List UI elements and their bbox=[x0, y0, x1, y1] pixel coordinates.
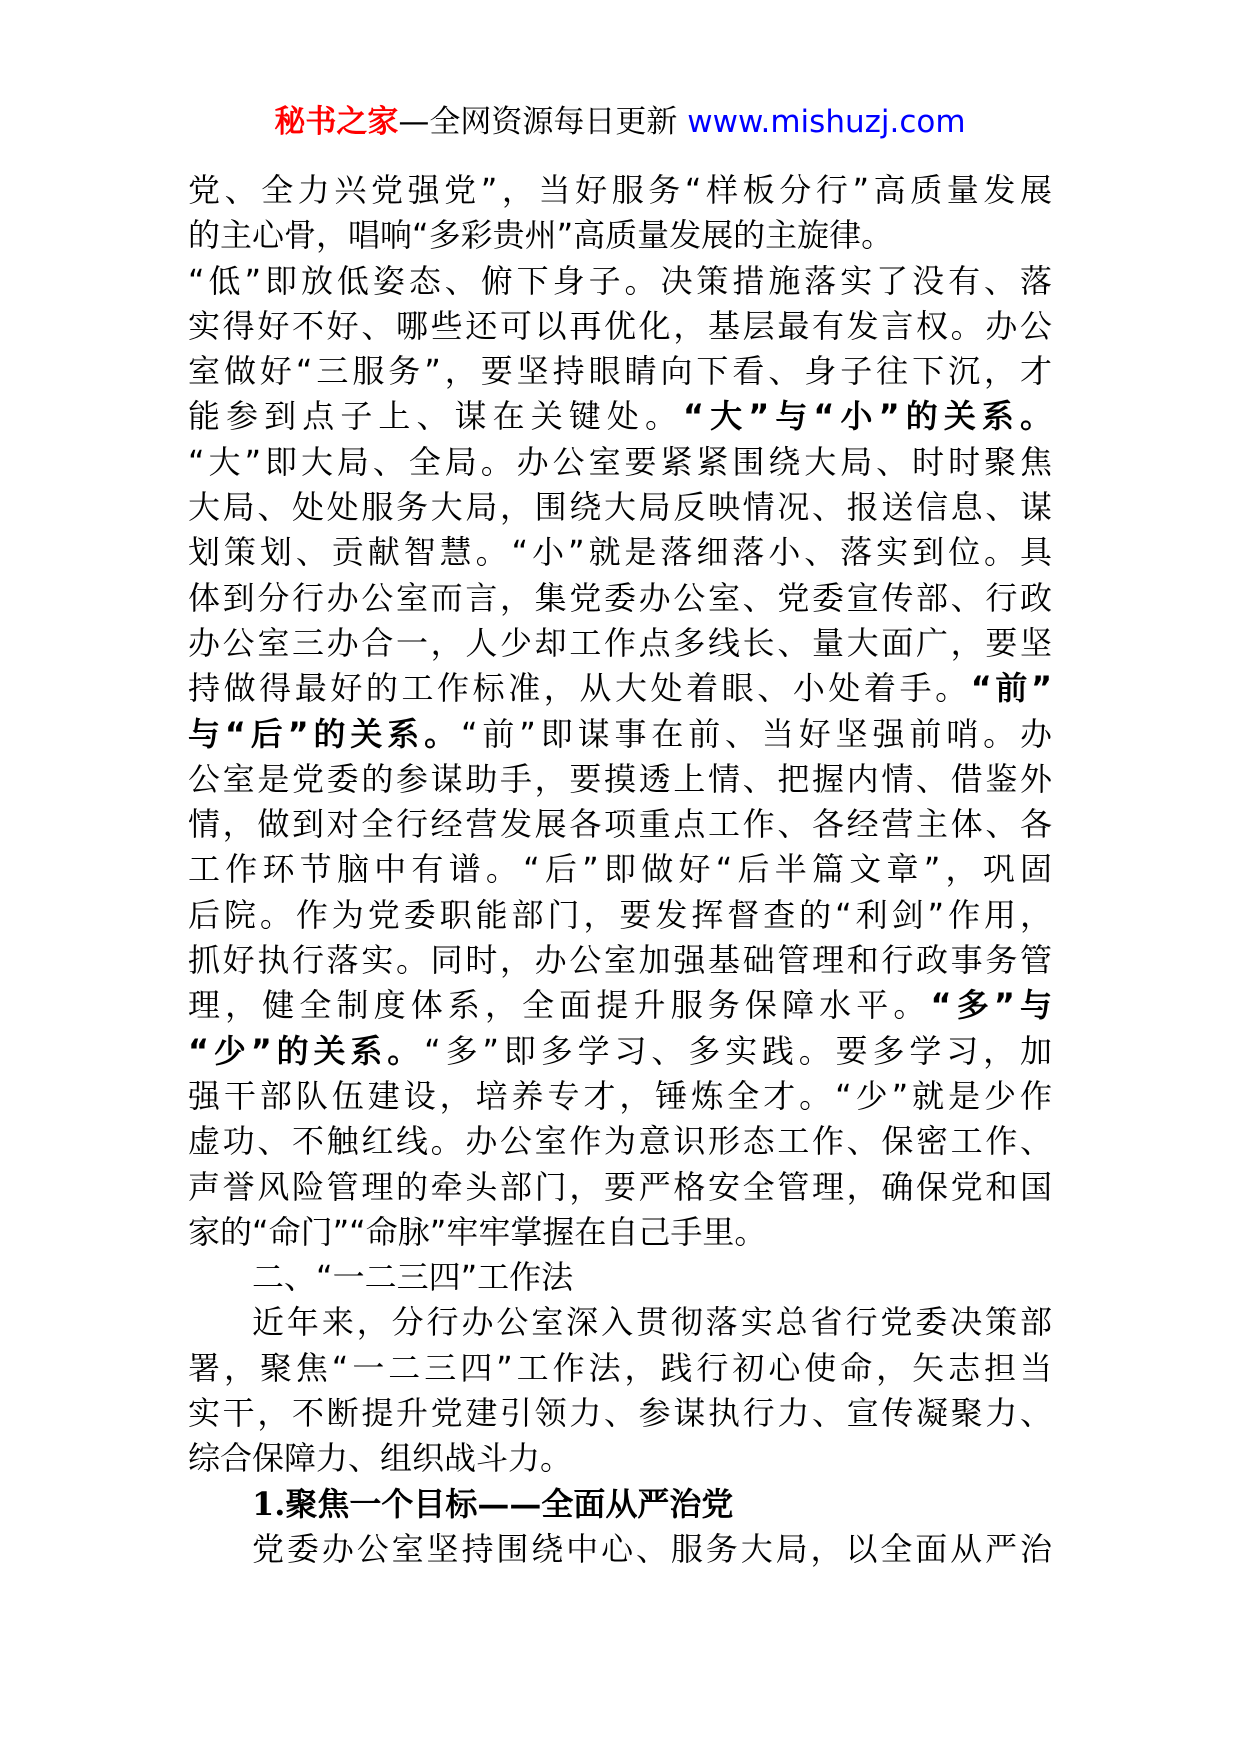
text-line: 划策划、贡献智慧。“小”就是落细落小、落实到位。具 bbox=[188, 533, 1052, 572]
text-line bbox=[188, 394, 1052, 439]
text-line: 实干，不断提升党建引领力、参谋执行力、宣传凝聚力、 bbox=[188, 1394, 1052, 1433]
text-line: 室做好“三服务”，要坚持眼睛向下看、身子往下沉，才 bbox=[188, 352, 1052, 391]
document-header bbox=[0, 100, 1240, 144]
header-url-link[interactable]: www.mishuzj.com bbox=[687, 104, 966, 140]
text-line: 的主心骨，唱响“多彩贵州”高质量发展的主旋律。 bbox=[188, 216, 894, 255]
bold-heading: “少”的关系。 bbox=[188, 1031, 425, 1070]
text-line: 强干部队伍建设，培养专才，锤炼全才。“少”就是少作 bbox=[188, 1076, 1052, 1115]
text-line: 声誉风险管理的牵头部门，要严格安全管理，确保党和国 bbox=[188, 1167, 1052, 1206]
text-line: 后院。作为党委职能部门，要发挥督查的“利剑”作用， bbox=[188, 895, 1052, 934]
text-segment: 理，健全制度体系，全面提升服务保障水平。 bbox=[188, 986, 931, 1025]
text-segment: 能参到点子上、谋在关键处。 bbox=[188, 397, 684, 436]
text-line: 大局、处处服务大局，围绕大局反映情况、报送信息、谋 bbox=[188, 488, 1052, 527]
text-line: 情，做到对全行经营发展各项重点工作、各经营主体、各 bbox=[188, 805, 1052, 844]
text-line bbox=[188, 712, 1052, 757]
text-line: 近年来，分行办公室深入贯彻落实总省行党委决策部 bbox=[252, 1303, 1052, 1342]
text-line bbox=[188, 1029, 1052, 1074]
text-line: 党、全力兴党强党”，当好服务“样板分行”高质量发展 bbox=[188, 171, 1052, 209]
text-segment: “前”即谋事在前、当好坚强前哨。办 bbox=[460, 714, 1052, 753]
text-line: 抓好执行落实。同时，办公室加强基础管理和行政事务管 bbox=[188, 941, 1052, 980]
document-body bbox=[188, 168, 1052, 1572]
text-line: 虚功、不触红线。办公室作为意识形态工作、保密工作、 bbox=[188, 1122, 1052, 1161]
bold-heading: “大”与“小”的关系。 bbox=[683, 397, 1052, 436]
bold-heading: “多”与 bbox=[930, 986, 1052, 1025]
text-line: “低”即放低姿态、俯下身子。决策措施落实了没有、落 bbox=[188, 261, 1052, 300]
text-line: 工作环节脑中有谱。“后”即做好“后半篇文章”，巩固 bbox=[188, 850, 1052, 889]
text-line: 实得好不好、哪些还可以再优化，基层最有发言权。办公 bbox=[188, 306, 1052, 345]
section-heading: 二、“一二三四”工作法 bbox=[252, 1258, 574, 1297]
text-segment: “多”即多学习、多实践。要多学习，加 bbox=[424, 1031, 1052, 1070]
subsection-heading: 1.聚焦一个目标——全面从严治党 bbox=[252, 1484, 734, 1523]
text-line: 家的“命门”“命脉”牢牢掌握在自己手里。 bbox=[188, 1212, 767, 1251]
text-line: 公室是党委的参谋助手，要摸透上情、把握内情、借鉴外 bbox=[188, 759, 1052, 798]
brand-name: 秘书之家 bbox=[274, 104, 399, 140]
bold-heading: “前” bbox=[970, 669, 1052, 708]
bold-heading: 与“后”的关系。 bbox=[188, 714, 461, 753]
text-line: 体到分行办公室而言，集党委办公室、党委宣传部、行政 bbox=[188, 578, 1052, 617]
header-tagline: —全网资源每日更新 bbox=[398, 104, 678, 140]
text-line: 党委办公室坚持围绕中心、服务大局，以全面从严治 bbox=[252, 1529, 1052, 1568]
text-line bbox=[188, 983, 1052, 1028]
text-line bbox=[188, 666, 1052, 711]
text-line: 综合保障力、组织战斗力。 bbox=[188, 1439, 573, 1478]
text-segment: 持做得最好的工作标准，从大处着眼、小处着手。 bbox=[188, 669, 971, 708]
text-line: 办公室三办合一，人少却工作点多线长、量大面广，要坚 bbox=[188, 623, 1052, 662]
text-line: 署，聚焦“一二三四”工作法，践行初心使命，矢志担当 bbox=[188, 1348, 1052, 1387]
text-line: “大”即大局、全局。办公室要紧紧围绕大局、时时聚焦 bbox=[188, 442, 1052, 481]
